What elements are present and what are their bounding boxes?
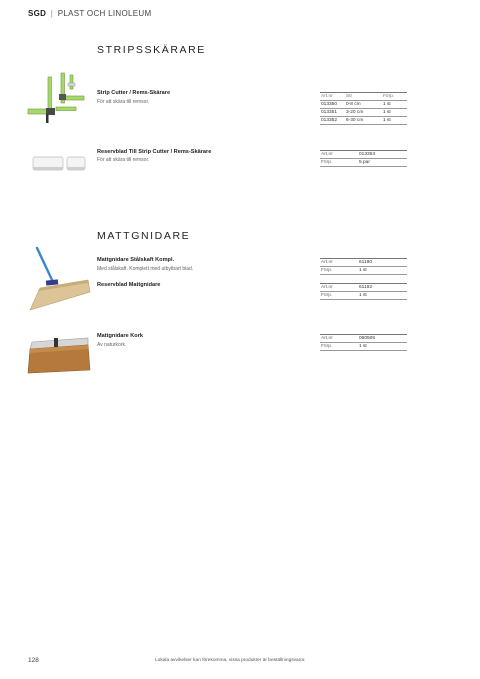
page-header	[28, 9, 151, 18]
table-row	[320, 335, 407, 343]
table-row	[320, 159, 407, 167]
table-row	[320, 101, 407, 109]
table-header-row	[320, 93, 407, 101]
table-label: Förp.	[320, 292, 358, 300]
table-label: Förp.	[320, 343, 358, 351]
table-cell: 013350	[320, 101, 345, 109]
product-title-mattgnidare-kork: Mattgnidare Kork	[97, 333, 143, 339]
table-value: 5 par	[358, 159, 407, 167]
section-title-stripsskarare: STRIPSSKÄRARE	[97, 44, 206, 56]
table-cell: 0-8 cm	[345, 101, 382, 109]
mattgnidare-stalskaft-image	[26, 246, 92, 312]
product-desc-strip-cutter: För att skära till remsor.	[97, 99, 150, 105]
header-category: PLAST OCH LINOLEUM	[57, 9, 152, 18]
product-desc-reserve-blade: För att skära till remsor.	[97, 157, 150, 163]
table-label: Förp.	[320, 267, 358, 275]
table-cell: 6-30 cm	[345, 117, 382, 125]
table-value: 1 st	[358, 267, 407, 275]
reserve-blade-image	[30, 154, 88, 174]
column-header-size: Str	[345, 93, 382, 101]
footer-note: Lokala avvikelser kan förekomma, vissa produkter är beställningsvaror.	[155, 658, 306, 663]
table-cell: 3-20 cm	[345, 109, 382, 117]
table-row	[320, 109, 407, 117]
table-row	[320, 151, 407, 159]
table-label: Art.nr	[320, 151, 358, 159]
mattgnidare-kork-image	[26, 336, 92, 376]
table-value: 61190	[358, 259, 407, 267]
table-row	[320, 267, 407, 275]
spec-table-strip-cutter	[320, 92, 407, 125]
product-desc-mattgnidare-kork: Av naturkork.	[97, 342, 127, 348]
product-title-reserve-blade: Reservblad Till Strip Cutter / Rems-Skärare	[97, 149, 212, 155]
table-row	[320, 117, 407, 125]
spec-table-reservblad-mattgnidare	[320, 283, 407, 300]
table-label: Förp.	[320, 159, 358, 167]
table-value: 61192	[358, 284, 407, 292]
table-cell: 1 st	[382, 117, 407, 125]
spec-table-reserve-blade	[320, 150, 407, 167]
brand-name: SGD	[28, 9, 47, 18]
column-header-pack: Förp.	[382, 93, 407, 101]
spec-table-mattgnidare-kork	[320, 334, 407, 351]
table-cell: 013352	[320, 117, 345, 125]
column-header-art-nr: Art.nr	[320, 93, 345, 101]
page-number: 128	[28, 657, 39, 664]
table-value: 060505	[358, 335, 407, 343]
product-title-mattgnidare-stalskaft: Mattgnidare Stålskaft Kompl.	[97, 257, 175, 263]
table-label: Art.nr	[320, 259, 358, 267]
table-cell: 1 st	[382, 101, 407, 109]
table-label: Art.nr	[320, 335, 358, 343]
table-row	[320, 343, 407, 351]
table-value: 1 st	[358, 292, 407, 300]
table-row	[320, 292, 407, 300]
table-cell: 1 st	[382, 109, 407, 117]
product-title-reservblad-mattgnidare: Reservblad Mattgnidare	[97, 282, 161, 288]
table-row	[320, 284, 407, 292]
table-value: 013353	[358, 151, 407, 159]
table-label: Art.nr	[320, 284, 358, 292]
table-row	[320, 259, 407, 267]
header-separator: |	[50, 9, 54, 18]
product-desc-mattgnidare-stalskaft: Med stålskaft. Komplett med utbytbart blad.	[97, 266, 194, 272]
product-title-strip-cutter: Strip Cutter / Rems-Skärare	[97, 90, 171, 96]
spec-table-mattgnidare-stalskaft	[320, 258, 407, 275]
table-cell: 013351	[320, 109, 345, 117]
strip-cutter-image	[26, 72, 86, 124]
table-value: 1 st	[358, 343, 407, 351]
section-title-mattgnidare: MATTGNIDARE	[97, 230, 191, 242]
